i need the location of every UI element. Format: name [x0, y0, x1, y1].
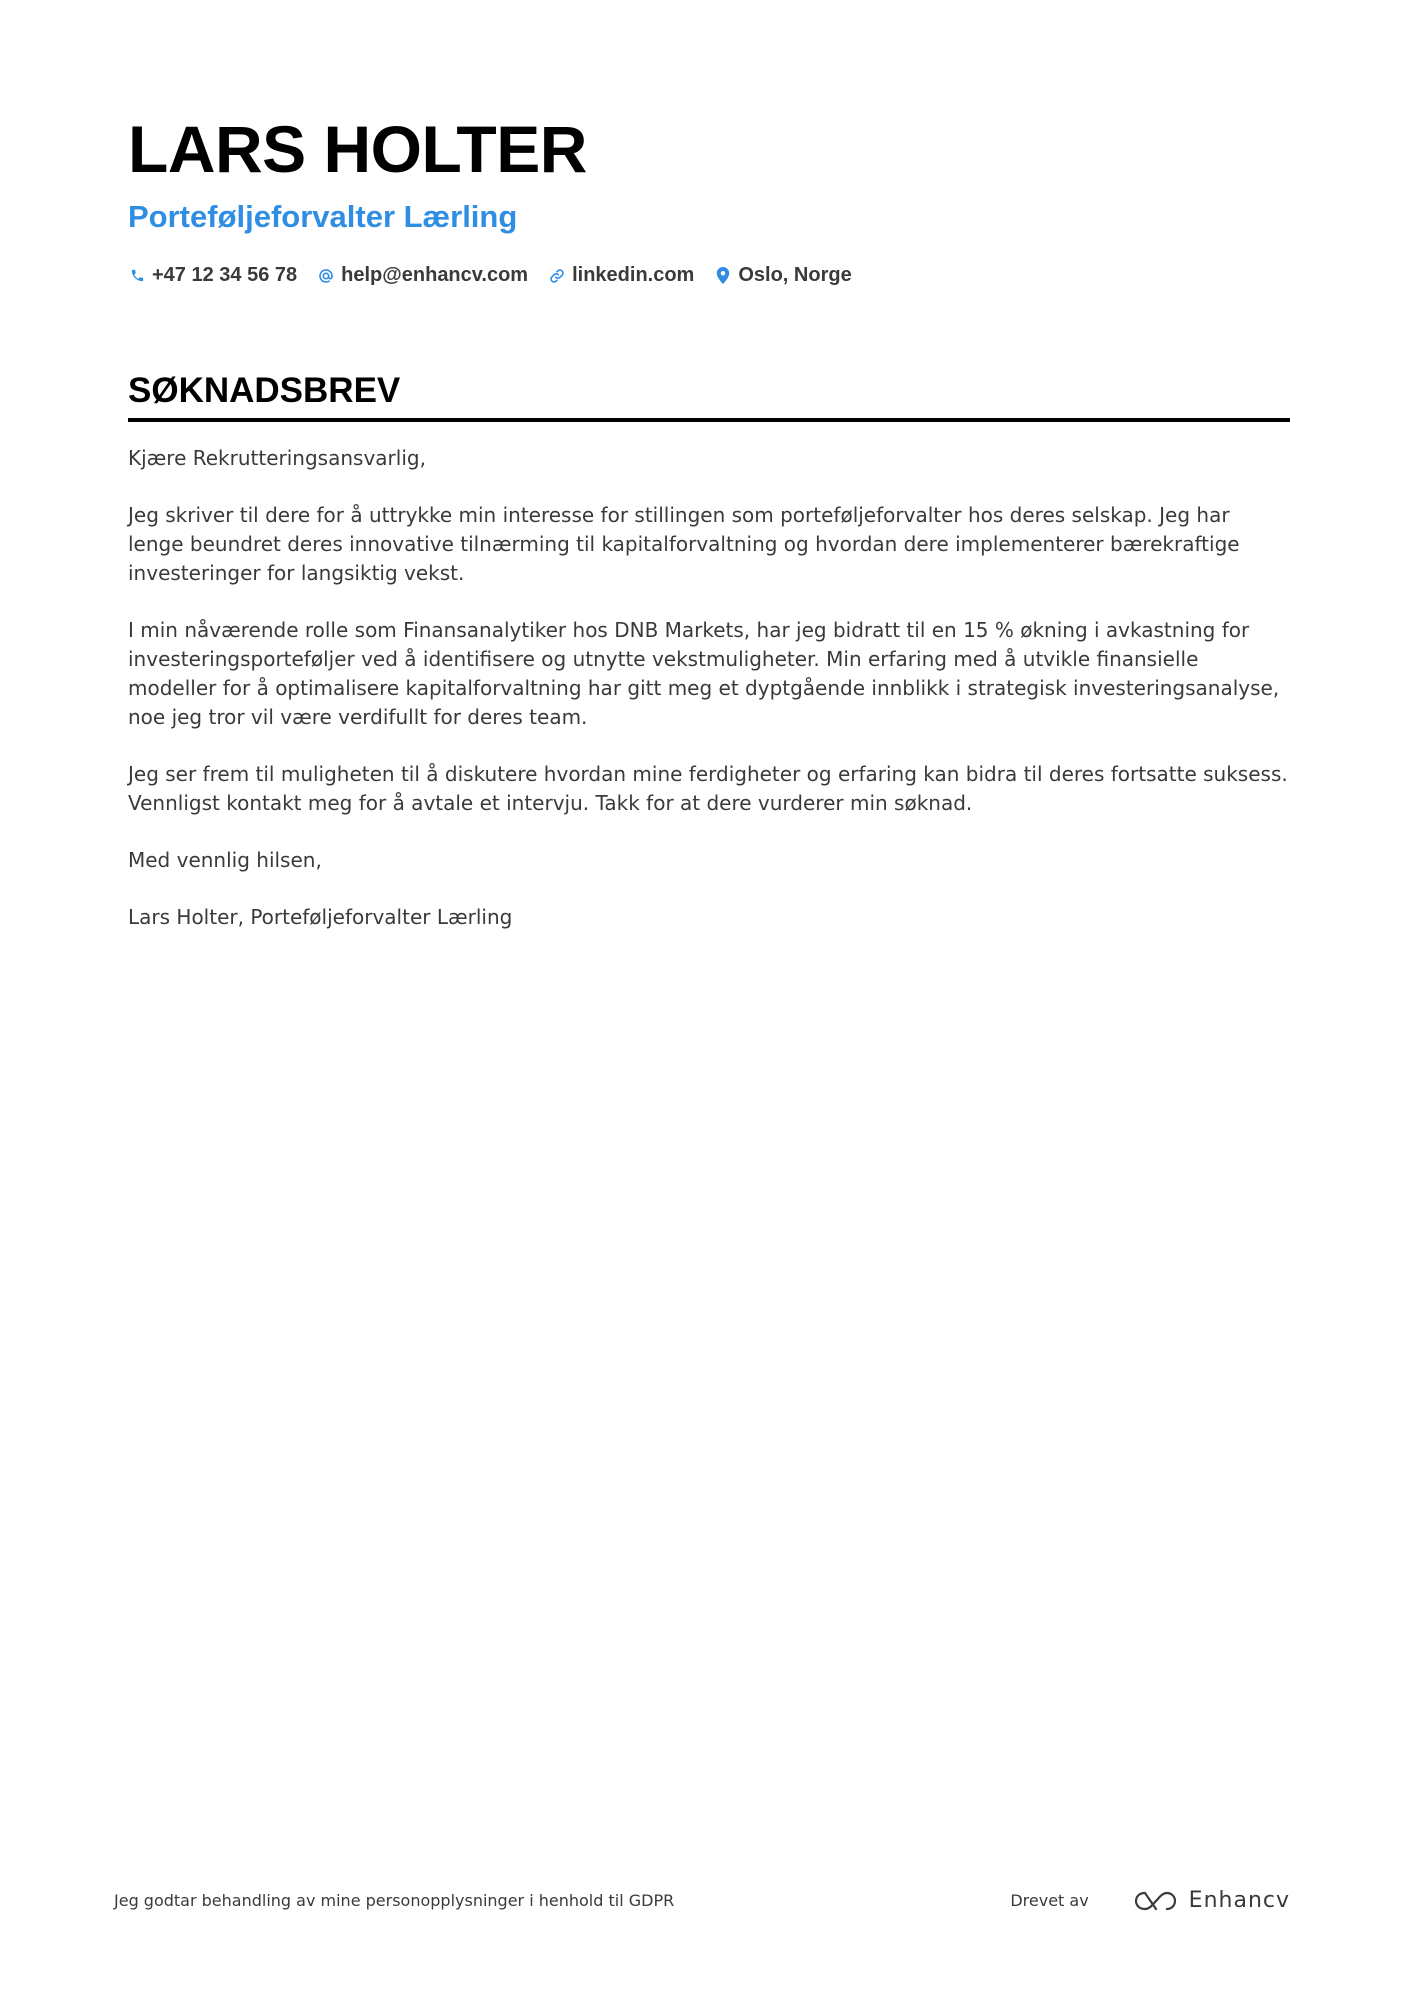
- contact-email[interactable]: [317, 264, 528, 287]
- contact-location: [714, 264, 851, 287]
- contact-bar: [128, 264, 1290, 287]
- section-title: SØKNADSBREV: [128, 371, 401, 411]
- location-pin-icon: [714, 266, 732, 286]
- cover-letter-page: [128, 100, 1290, 960]
- job-title: Porteføljeforvalter Lærling: [128, 199, 518, 234]
- letter-paragraph: I min nåværende rolle som Finansanalytiker hos DNB Markets, har jeg bidratt til en 15 % økning i avkastning for investeringsporteføljer ved å identifisere og utnytte vekstmuligheter. Min erfaring med å utvikle finansielle modeller for å optimalisere kapitalforvaltning har gitt meg et dyptgående innblikk i strategisk investeringsanalyse, noe jeg tror vil være verdifullt for deres team.: [128, 618, 1280, 730]
- enhancv-brand-name: Enhancv: [1188, 1888, 1290, 1913]
- letter-closing: Med vennlig hilsen,: [128, 848, 322, 873]
- phone-icon: [128, 266, 146, 286]
- contact-location-text: Oslo, Norge: [738, 264, 852, 287]
- letter-signature: Lars Holter, Porteføljeforvalter Lærling: [128, 905, 513, 930]
- contact-linkedin-text: linkedin.com: [572, 264, 695, 287]
- section-divider: [128, 418, 1290, 422]
- letter-paragraph: Jeg skriver til dere for å uttrykke min interesse for stillingen som porteføljeforvalter hos deres selskap. Jeg har lenge beundret deres innovative tilnærming til kapitalforvaltning og hvordan dere implementerer bærekraftige investeringer for langsiktig vekst.: [128, 503, 1240, 586]
- letter-greeting: Kjære Rekrutteringsansvarlig,: [128, 446, 426, 471]
- letter-paragraph: Jeg ser frem til muligheten til å diskutere hvordan mine ferdigheter og erfaring kan bidra til deres fortsatte suksess. Vennligst kontakt meg for å avtale et intervju. Takk for at dere vurderer min søknad.: [128, 762, 1288, 816]
- at-icon: [317, 266, 335, 286]
- letter-body: [128, 444, 1290, 932]
- enhancv-logo-icon: [1133, 1889, 1179, 1913]
- contact-phone-text: +47 12 34 56 78: [152, 264, 298, 287]
- footer: [114, 1888, 1290, 1913]
- link-icon: [548, 266, 566, 286]
- powered-by-label: Drevet av: [1010, 1891, 1089, 1910]
- enhancv-brand[interactable]: [1133, 1888, 1290, 1913]
- powered-by[interactable]: [1010, 1888, 1290, 1913]
- contact-email-text: help@enhancv.com: [341, 264, 529, 287]
- gdpr-consent-text: Jeg godtar behandling av mine personopplysninger i henhold til GDPR: [114, 1891, 675, 1910]
- candidate-name: LARS HOLTER: [128, 112, 587, 186]
- contact-linkedin[interactable]: [548, 264, 694, 287]
- contact-phone[interactable]: [128, 264, 297, 287]
